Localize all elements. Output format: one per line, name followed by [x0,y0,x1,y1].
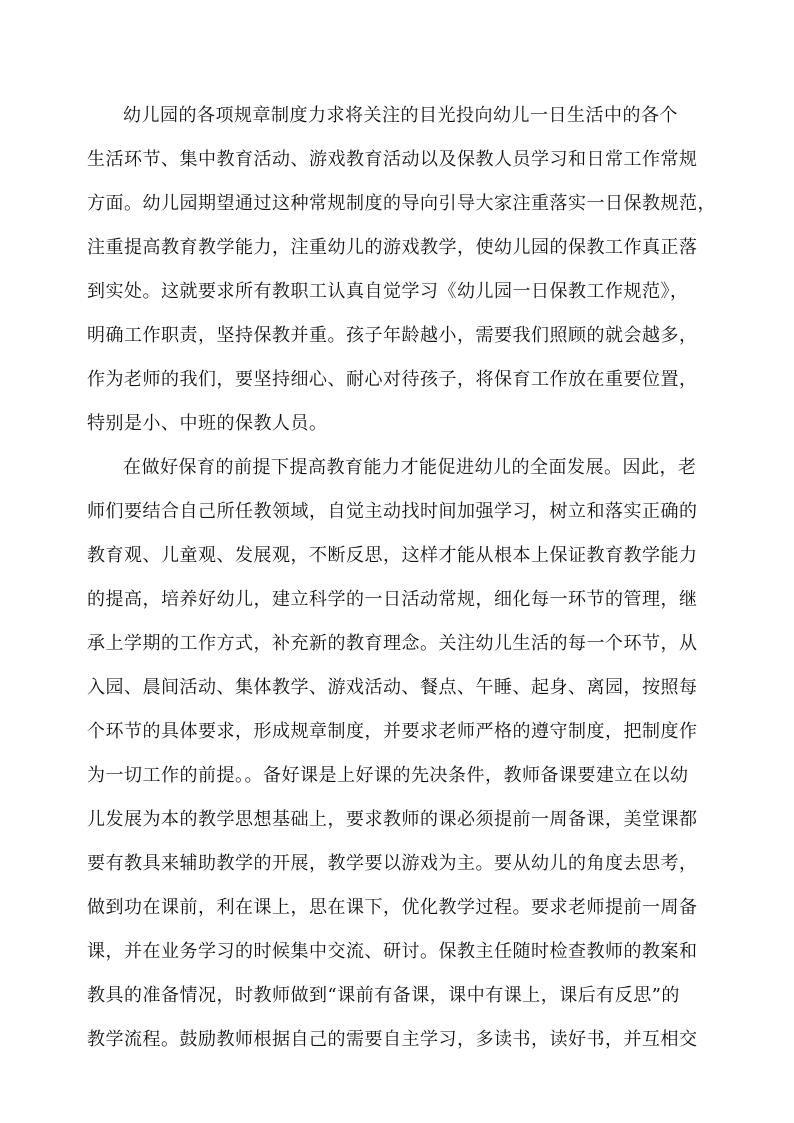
paragraph-line: 师们要结合自己所任教领域，自觉主动找时间加强学习，树立和落实正确的 [87,501,698,522]
paragraph-line: 教育观、儿童观、发展观，不断反思，这样才能从根本上保证教育教学能力 [87,545,698,566]
paragraph-line: 教具的准备情况，时教师做到“课前有备课，课中有课上，课后有反思”的 [87,985,680,1006]
paragraph-line: 要有教具来辅助教学的开展，教学要以游戏为主。要从幼儿的角度去思考， [87,853,698,874]
paragraph-line: 在做好保育的前提下提高教育能力才能促进幼儿的全面发展。因此，老 [123,457,697,478]
paragraph-line: 课，并在业务学习的时候集中交流、研讨。保教主任随时检查教师的教案和 [87,941,698,962]
paragraph-line: 儿发展为本的教学思想基础上，要求教师的课必须提前一周备课，美堂课都 [87,809,698,830]
paragraph-line: 幼儿园的各项规章制度力求将关注的目光投向幼儿一日生活中的各个 [123,105,678,126]
paragraph-line: 的提高，培养好幼儿，建立科学的一日活动常规，细化每一环节的管理，继 [87,589,698,610]
paragraph-line: 生活环节、集中教育活动、游戏教育活动以及保教人员学习和日常工作常规 [87,149,698,170]
paragraph-line: 承上学期的工作方式，补充新的教育理念。关注幼儿生活的每一个环节，从 [87,633,698,654]
paragraph-line: 个环节的具体要求，形成规章制度，并要求老师严格的遵守制度，把制度作 [87,721,698,742]
paragraph-line: 注重提高教育教学能力，注重幼儿的游戏教学，使幼儿园的保教工作真正落 [87,237,698,258]
paragraph-line: 入园、晨间活动、集体教学、游戏活动、餐点、午睡、起身、离园，按照每 [87,677,698,698]
paragraph-line: 特别是小、中班的保教人员。 [87,413,328,434]
paragraph-line: 为一切工作的前提。。备好课是上好课的先决条件，教师备课要建立在以幼 [87,765,689,786]
paragraph-line: 方面。幼儿园期望通过这种常规制度的导向引导大家注重落实一日保教规范， [87,193,716,214]
paragraph-line: 教学流程。鼓励教师根据自己的需要自主学习，多读书，读好书，并互相交 [87,1029,698,1050]
paragraph-line: 做到功在课前，利在课上，思在课下，优化教学过程。要求老师提前一周备 [87,897,698,918]
paragraph-line: 到实处。这就要求所有教职工认真自觉学习《幼儿园一日保教工作规范》， [87,281,689,302]
paragraph-line: 明确工作职责，坚持保教并重。孩子年龄越小，需要我们照顾的就会越多， [87,325,698,346]
paragraph-line: 作为老师的我们，要坚持细心、耐心对待孩子，将保育工作放在重要位置， [87,369,698,390]
